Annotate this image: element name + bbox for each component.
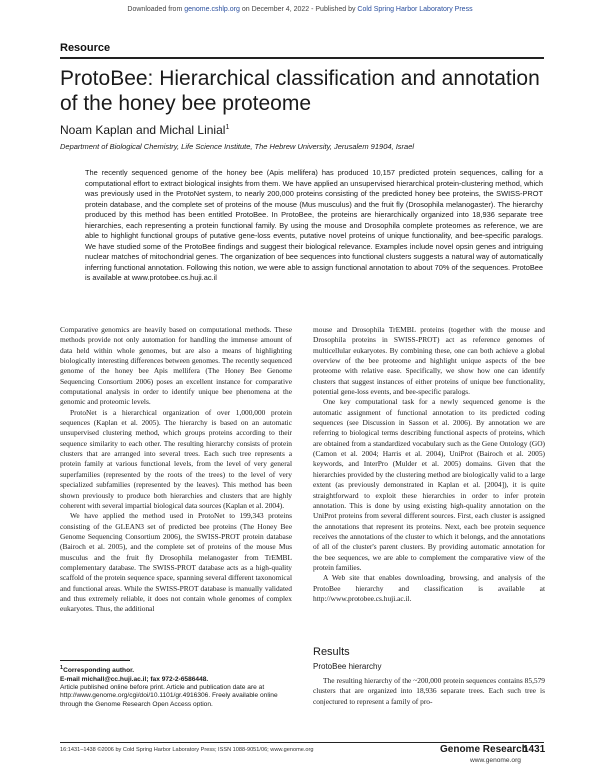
paragraph: ProtoNet is a hierarchical organization of over 1,000,000 protein sequences (Kaplan et al. 2005). The hierarchy is based on an automatic unsupervised clustering method, which groups proteins according to their sequence similarity to each other. The resulting hierarchy consists of protein clusters that are arranged into several trees. Each such tree represents a protein family at various functional levels, from the level of very general superfamilies (represented by the roots of the trees) to the level of very specialized subfamilies (represented by the leaves). This method has been shown previously to produce both hierarchies and clusters that are highly coherent with several impartial biological data sources (Kaplan et al. 2004). <box>60 407 292 510</box>
results-column <box>313 676 545 707</box>
subheading: ProtoBee hierarchy <box>313 662 382 671</box>
footnotes <box>60 664 292 709</box>
download-site-link[interactable]: genome.cshlp.org <box>184 6 240 13</box>
footnote-mark: 1 <box>60 665 64 671</box>
journal-website: www.genome.org <box>470 757 521 764</box>
authors: Noam Kaplan and Michal Linial <box>60 123 226 137</box>
affiliation: Department of Biological Chemistry, Life Science Institute, The Hebrew University, Jerusalem 91904, Israel <box>60 142 415 151</box>
right-column <box>313 325 545 604</box>
paragraph: mouse and Drosophila TrEMBL proteins (together with the mouse and Drosophila proteins in SWISS-PROT) act as reference genomes of multicellular eukaryotes. By combining these, one can both achieve a global overview of the bee proteome and highlight unique aspects of the bee proteome with relative ease. Specifically, we show how one can identify clusters that suggest instances of either proteins of unique bee functionality, potential gene-loss events, and bee-specific paralogs. <box>313 325 545 397</box>
paragraph: A Web site that enables downloading, browsing, and analysis of the ProtoBee hierarchy and classification is available at http://www.protobee.cs.huji.ac.il. <box>313 573 545 603</box>
page-number: 1431 <box>523 744 546 755</box>
results-heading: Results <box>313 646 350 658</box>
paragraph: The resulting hierarchy of the ~200,000 protein sequences contains 85,579 clusters that are organized into 18,936 separate trees. Each such tree is conjectured to represent a family of pro- <box>313 676 545 706</box>
paragraph: One key computational task for a newly sequenced genome is the automatic assignment of functional annotation to its predicted coding sequences (see Discussion in Sasson et al. 2006). By annotation we are referring to biological terms describing functional aspects of proteins, which are obtained from a standardized vocabulary such as the Gene Ontology (GO) (Camon et al. 2004; Harris et al. 2004), UniProt (Bairoch et al. 2005) keywords, and InterPro (Mulder et al. 2005) domains. Given that the hierarchies provided by the clustering method are biologically valid to a large extent (as previously demonstrated in Kaplan et al. [2004]), it is quite straightforward to exploit these hierarchies in order to infer protein annotation. This is done by using existing high-quality annotation on the UniProt proteins from several different sources. First, each cluster is assigned the annotations that represent its proteins. Next, each bee protein sequence receives the annotations of the cluster to which it belongs, and the annotations of all of the cluster's parent clusters. By providing automatic annotation for the bee sequences, we are able to complement the comparative view of the protein families. <box>313 397 545 572</box>
article-title: ProtoBee: Hierarchical classification and annotation of the honey bee proteome <box>60 67 540 115</box>
corresponding-author <box>60 664 292 676</box>
section-label: Resource <box>60 42 111 54</box>
download-mid: on December 4, 2022 - Published by <box>239 6 358 13</box>
email-line <box>60 676 292 684</box>
article-info: Article published online before print. Article and publication date are at http://www.genome.org/cgi/doi/10.1101/gr.4916306. Freely available online through the Genome Research Open Access option. <box>60 684 278 708</box>
corresponding-label: Corresponding author. <box>63 667 135 675</box>
footnote-rule <box>60 660 130 661</box>
publisher-link[interactable]: Cold Spring Harbor Laboratory Press <box>357 6 473 13</box>
paragraph: Comparative genomics are heavily based on computational methods. These methods provide not only automation for handling the immense amount of data held within whole genomes, but are also a means of highlighting biologically interesting differences between genomes. The recently sequenced genome of the honey bee Apis mellifera (The Honey Bee Genome Sequencing Consortium 2006) poses an excellent instance for comparative computational analysis in order to identify unique bee phenomena at the genomic and proteomic levels. <box>60 325 292 407</box>
download-notice <box>0 6 600 13</box>
abstract: The recently sequenced genome of the honey bee (Apis mellifera) has produced 10,157 predicted protein sequences, calling for a computational effort to extract biological insights from them. We have applied an unsupervised hierarchical protein-clustering method, which was previously used in the ProtoNet system, to nearly 200,000 proteins consisting of the predicted honey bee proteins, the SWISS-PROT protein database, and the complete set of proteins of the mouse (Mus musculus) and the fruit fly (Drosophila melanogaster). The hierarchy produced by this method has been entitled ProtoBee. In ProtoBee, the proteins are hierarchically organized into 18,936 separate tree hierarchies, each representing a protein functional family. By using the mouse and Drosophila complete proteomes as reference, we are able to highlight functional groups of putative gene-loss events, putative novel proteins of unique functionality, and bee-specific paralogs. We have studied some of the ProtoBee findings and suggest their biological relevance. Examples include novel opsin genes and intriguing nuclear matches of mitochondrial genes. The organization of bee sequences into functional clusters suggests a natural way of automatically inferring functional annotation. Following this notion, we were able to assign functional annotation to about 70% of the sequences. ProtoBee is available at www.protobee.cs.huji.ac.il <box>85 168 543 282</box>
section-rule <box>60 57 544 59</box>
author-footnote-mark: 1 <box>225 124 230 131</box>
download-prefix: Downloaded from <box>127 6 185 13</box>
left-column <box>60 325 292 615</box>
author-line <box>60 123 229 137</box>
citation-line: 16:1431–1438 ©2006 by Cold Spring Harbor Laboratory Press; ISSN 1088-9051/06; www.genome.org <box>60 747 314 753</box>
footer-rule <box>60 742 544 743</box>
paragraph: We have applied the method used in ProtoNet to 199,343 proteins consisting of the GLEAN3 set of predicted bee proteins (The Honey Bee Genome Sequencing Consortium 2006), the SWISS-PROT protein database (Bairoch et al. 2005), and the complete set of proteins of the mouse Mus musculus and the fruit fly Drosophila melanogaster from TrEMBL complementary database. The SWISS-PROT database acts as a high-quality scaffold of the protein sequence space, spanning several different taxonomical and functional areas. While the SWISS-PROT database is manually validated and thus extremely reliable, it does not contain whole genomes of complex eukaryotes. Thus, the additional <box>60 511 292 614</box>
journal-name: Genome Research <box>440 744 528 755</box>
email-text: E-mail michall@cc.huji.ac.il; fax 972-2-6586448. <box>60 675 209 683</box>
